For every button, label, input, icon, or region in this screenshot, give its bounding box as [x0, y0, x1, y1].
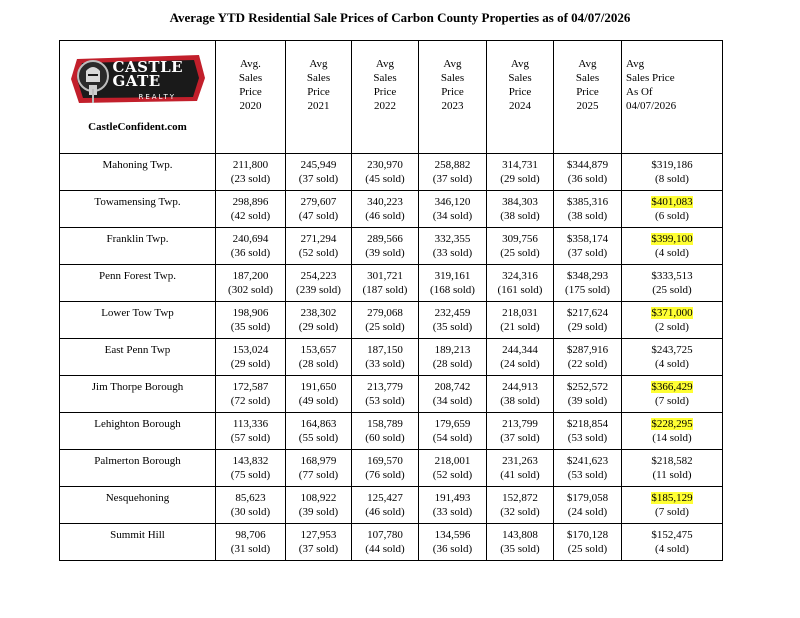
avg-price: 218,001 — [434, 455, 471, 467]
sold-count: (37 sold) — [567, 247, 608, 259]
table-row — [60, 339, 723, 376]
price-cell — [554, 487, 622, 524]
avg-price: $348,293 — [566, 270, 609, 282]
sold-count: (21 sold) — [500, 321, 540, 333]
price-cell — [216, 339, 286, 376]
price-cell — [622, 450, 723, 487]
municipality-name: Lehighton Borough — [60, 413, 216, 450]
avg-price: $179,058 — [566, 492, 609, 504]
price-cell — [554, 191, 622, 228]
sold-count: (2 sold) — [655, 321, 689, 333]
price-cell — [554, 413, 622, 450]
sold-count: (38 sold) — [567, 210, 608, 222]
sold-count: (57 sold) — [230, 432, 271, 444]
price-cell — [487, 265, 554, 302]
price-cell — [286, 339, 352, 376]
sold-count: (53 sold) — [567, 469, 608, 481]
price-cell — [622, 376, 723, 413]
table-row — [60, 487, 723, 524]
price-cell — [419, 524, 487, 561]
price-cell — [286, 450, 352, 487]
price-cell — [286, 228, 352, 265]
price-cell — [352, 191, 419, 228]
sold-count: (28 sold) — [298, 358, 339, 370]
sold-count: (35 sold) — [432, 321, 473, 333]
avg-price: 301,721 — [367, 270, 403, 282]
price-cell — [216, 487, 286, 524]
price-cell — [487, 450, 554, 487]
sold-count: (33 sold) — [432, 506, 473, 518]
price-cell — [554, 339, 622, 376]
sold-count: (38 sold) — [500, 210, 540, 222]
avg-price: 232,459 — [434, 307, 471, 319]
avg-price: 198,906 — [232, 307, 269, 319]
column-header-2021: Avg Sales Price 2021 — [286, 41, 352, 154]
avg-price: 152,872 — [502, 492, 538, 504]
avg-price: 340,223 — [367, 196, 403, 208]
price-cell — [286, 191, 352, 228]
municipality-name: East Penn Twp — [60, 339, 216, 376]
avg-price: 168,979 — [300, 455, 337, 467]
price-cell — [419, 413, 487, 450]
avg-price: 319,161 — [434, 270, 471, 282]
price-cell — [286, 524, 352, 561]
avg-price: $333,513 — [651, 270, 693, 282]
sold-count: (49 sold) — [298, 395, 339, 407]
table-row — [60, 413, 723, 450]
price-cell — [622, 228, 723, 265]
price-cell — [622, 154, 723, 191]
price-cell — [419, 376, 487, 413]
sold-count: (8 sold) — [655, 173, 689, 185]
logo-text-realty: REALTY — [138, 93, 177, 101]
sold-count: (37 sold) — [500, 432, 540, 444]
avg-price: 153,657 — [300, 344, 337, 356]
price-cell — [352, 376, 419, 413]
sold-count: (34 sold) — [432, 210, 473, 222]
sold-count: (7 sold) — [655, 506, 689, 518]
avg-price: 143,808 — [502, 529, 538, 541]
sold-count: (24 sold) — [500, 358, 540, 370]
avg-price: $152,475 — [651, 529, 693, 541]
price-cell — [487, 228, 554, 265]
sold-count: (42 sold) — [230, 210, 271, 222]
avg-price: 245,949 — [300, 159, 337, 171]
sold-count: (39 sold) — [298, 506, 339, 518]
column-header-2020: Avg. Sales Price 2020 — [216, 41, 286, 154]
avg-price: $243,725 — [651, 344, 693, 356]
price-cell — [216, 154, 286, 191]
sold-count: (41 sold) — [500, 469, 540, 481]
avg-price: 289,566 — [367, 233, 403, 245]
price-cell — [487, 413, 554, 450]
price-cell — [216, 524, 286, 561]
logo-text-gate: GATE — [112, 72, 161, 90]
price-cell — [216, 265, 286, 302]
avg-price: $170,128 — [566, 529, 609, 541]
sold-count: (35 sold) — [230, 321, 271, 333]
price-cell — [487, 302, 554, 339]
avg-price: 238,302 — [300, 307, 337, 319]
avg-price: $241,623 — [566, 455, 609, 467]
sold-count: (34 sold) — [432, 395, 473, 407]
sold-count: (302 sold) — [228, 284, 273, 296]
avg-price: $399,100 — [651, 233, 693, 245]
avg-price: $185,129 — [651, 492, 693, 504]
municipality-name: Palmerton Borough — [60, 450, 216, 487]
avg-price: $344,879 — [566, 159, 609, 171]
sold-count: (30 sold) — [230, 506, 271, 518]
avg-price: 208,742 — [434, 381, 471, 393]
avg-price: $358,174 — [566, 233, 609, 245]
avg-price: $217,624 — [566, 307, 609, 319]
avg-price: 279,068 — [367, 307, 403, 319]
sold-count: (37 sold) — [298, 543, 339, 555]
price-cell — [286, 265, 352, 302]
sold-count: (77 sold) — [298, 469, 339, 481]
sold-count: (11 sold) — [652, 469, 692, 481]
avg-price: $252,572 — [566, 381, 609, 393]
sold-count: (33 sold) — [432, 247, 473, 259]
price-cell — [216, 228, 286, 265]
column-header-2023: Avg Sales Price 2023 — [419, 41, 487, 154]
price-cell — [419, 302, 487, 339]
sold-count: (54 sold) — [432, 432, 473, 444]
sold-count: (25 sold) — [365, 321, 405, 333]
price-cell — [487, 487, 554, 524]
avg-price: 309,756 — [502, 233, 538, 245]
sold-count: (47 sold) — [298, 210, 339, 222]
sold-count: (161 sold) — [497, 284, 543, 296]
column-header-2024: Avg Sales Price 2024 — [487, 41, 554, 154]
avg-price: 211,800 — [232, 159, 269, 171]
avg-price: 125,427 — [367, 492, 403, 504]
price-cell — [216, 302, 286, 339]
municipality-name: Jim Thorpe Borough — [60, 376, 216, 413]
sold-count: (4 sold) — [655, 247, 689, 259]
price-cell — [216, 376, 286, 413]
price-cell — [352, 228, 419, 265]
avg-price: 85,623 — [235, 492, 266, 504]
avg-price: 324,316 — [502, 270, 538, 282]
sold-count: (4 sold) — [655, 358, 689, 370]
municipality-name: Penn Forest Twp. — [60, 265, 216, 302]
sold-count: (37 sold) — [298, 173, 339, 185]
column-header-2025: Avg Sales Price 2025 — [554, 41, 622, 154]
avg-price: 258,882 — [434, 159, 471, 171]
sold-count: (32 sold) — [500, 506, 540, 518]
avg-price: 240,694 — [232, 233, 269, 245]
avg-price: 179,659 — [434, 418, 471, 430]
price-cell — [216, 450, 286, 487]
avg-price: 271,294 — [300, 233, 337, 245]
price-cell — [622, 413, 723, 450]
sold-count: (72 sold) — [230, 395, 271, 407]
sold-count: (29 sold) — [567, 321, 608, 333]
price-cell — [554, 450, 622, 487]
price-cell — [419, 191, 487, 228]
avg-price: 218,031 — [502, 307, 538, 319]
price-cell — [487, 524, 554, 561]
price-cell — [352, 265, 419, 302]
avg-price: 169,570 — [367, 455, 403, 467]
price-cell — [286, 376, 352, 413]
sold-count: (39 sold) — [567, 395, 608, 407]
avg-price: 298,896 — [232, 196, 269, 208]
table-row — [60, 154, 723, 191]
sold-count: (52 sold) — [432, 469, 473, 481]
column-header-2026: Avg Sales Price As Of 04/07/2026 — [622, 41, 723, 154]
price-cell — [286, 487, 352, 524]
sold-count: (75 sold) — [230, 469, 271, 481]
price-cell — [419, 450, 487, 487]
avg-price: $371,000 — [651, 307, 693, 319]
sold-count: (25 sold) — [652, 284, 692, 296]
sold-count: (36 sold) — [432, 543, 473, 555]
price-cell — [352, 154, 419, 191]
avg-price: 189,213 — [434, 344, 471, 356]
avg-price: 143,832 — [232, 455, 269, 467]
sold-count: (175 sold) — [565, 284, 610, 296]
sold-count: (4 sold) — [655, 543, 689, 555]
price-cell — [622, 302, 723, 339]
price-cell — [352, 450, 419, 487]
price-cell — [487, 339, 554, 376]
sold-count: (29 sold) — [298, 321, 339, 333]
price-cell — [554, 524, 622, 561]
price-cell — [216, 413, 286, 450]
sold-count: (29 sold) — [230, 358, 271, 370]
sold-count: (36 sold) — [567, 173, 608, 185]
price-cell — [286, 302, 352, 339]
table-row — [60, 228, 723, 265]
avg-price: 213,799 — [502, 418, 538, 430]
sold-count: (39 sold) — [365, 247, 405, 259]
municipality-name: Towamensing Twp. — [60, 191, 216, 228]
avg-price: 187,150 — [367, 344, 403, 356]
page-title: Average YTD Residential Sale Prices of Carbon County Properties as of 04/07/2026 — [169, 10, 631, 25]
price-cell — [622, 487, 723, 524]
website-label: CastleConfident.com — [88, 121, 187, 133]
price-cell — [622, 191, 723, 228]
avg-price: 213,779 — [367, 381, 403, 393]
sold-count: (52 sold) — [298, 247, 339, 259]
avg-price: 164,863 — [300, 418, 337, 430]
price-cell — [286, 413, 352, 450]
sold-count: (6 sold) — [655, 210, 689, 222]
table-row — [60, 191, 723, 228]
avg-price: 244,344 — [502, 344, 538, 356]
avg-price: 98,706 — [235, 529, 266, 541]
price-cell — [554, 265, 622, 302]
sold-count: (45 sold) — [365, 173, 405, 185]
sold-count: (24 sold) — [567, 506, 608, 518]
sold-count: (7 sold) — [655, 395, 689, 407]
avg-price: 346,120 — [434, 196, 471, 208]
sold-count: (36 sold) — [230, 247, 271, 259]
avg-price: 314,731 — [502, 159, 538, 171]
avg-price: 332,355 — [434, 233, 471, 245]
avg-price: 191,493 — [434, 492, 471, 504]
sold-count: (29 sold) — [500, 173, 540, 185]
avg-price: 279,607 — [300, 196, 337, 208]
price-cell — [622, 524, 723, 561]
table-row — [60, 302, 723, 339]
price-cell — [352, 524, 419, 561]
header-row — [60, 41, 723, 154]
sold-count: (25 sold) — [567, 543, 608, 555]
price-cell — [487, 154, 554, 191]
price-cell — [487, 191, 554, 228]
price-cell — [622, 265, 723, 302]
sold-count: (53 sold) — [365, 395, 405, 407]
price-cell — [419, 265, 487, 302]
sold-count: (60 sold) — [365, 432, 405, 444]
price-cell — [216, 191, 286, 228]
avg-price: $366,429 — [651, 381, 693, 393]
avg-price: $401,083 — [651, 196, 693, 208]
avg-price: 244,913 — [502, 381, 538, 393]
price-cell — [554, 228, 622, 265]
avg-price: $385,316 — [566, 196, 609, 208]
sold-count: (23 sold) — [230, 173, 271, 185]
sold-count: (239 sold) — [296, 284, 341, 296]
price-cell — [352, 302, 419, 339]
sold-count: (168 sold) — [430, 284, 475, 296]
sold-count: (44 sold) — [365, 543, 405, 555]
avg-price: $287,916 — [566, 344, 609, 356]
municipality-name: Nesquehoning — [60, 487, 216, 524]
sold-count: (46 sold) — [365, 210, 405, 222]
sold-count: (14 sold) — [652, 432, 692, 444]
avg-price: 230,970 — [367, 159, 403, 171]
price-cell — [622, 339, 723, 376]
sold-count: (33 sold) — [365, 358, 405, 370]
avg-price: 153,024 — [232, 344, 269, 356]
price-cell — [352, 339, 419, 376]
avg-price: 187,200 — [232, 270, 269, 282]
avg-price: 127,953 — [300, 529, 337, 541]
avg-price: 158,789 — [367, 418, 403, 430]
avg-price: 254,223 — [300, 270, 337, 282]
logo-text-castle: CASTLE — [112, 58, 184, 76]
avg-price: 108,922 — [300, 492, 337, 504]
avg-price: 191,650 — [300, 381, 337, 393]
sold-count: (35 sold) — [500, 543, 540, 555]
sold-count: (187 sold) — [362, 284, 408, 296]
price-cell — [419, 487, 487, 524]
sold-count: (53 sold) — [567, 432, 608, 444]
price-cell — [419, 228, 487, 265]
table-row — [60, 524, 723, 561]
sold-count: (31 sold) — [230, 543, 271, 555]
price-cell — [286, 154, 352, 191]
municipality-name: Lower Tow Twp — [60, 302, 216, 339]
price-cell — [554, 302, 622, 339]
sold-count: (28 sold) — [432, 358, 473, 370]
table-row — [60, 376, 723, 413]
avg-price: 231,263 — [502, 455, 538, 467]
municipality-name: Summit Hill — [60, 524, 216, 561]
price-cell — [554, 154, 622, 191]
sold-count: (46 sold) — [365, 506, 405, 518]
avg-price: $319,186 — [651, 159, 693, 171]
table-row — [60, 265, 723, 302]
avg-price: 384,303 — [502, 196, 538, 208]
price-cell — [352, 413, 419, 450]
price-cell — [554, 376, 622, 413]
column-header-2022: Avg Sales Price 2022 — [352, 41, 419, 154]
price-cell — [352, 487, 419, 524]
sold-count: (37 sold) — [432, 173, 473, 185]
avg-price: $218,582 — [651, 455, 693, 467]
sold-count: (38 sold) — [500, 395, 540, 407]
table-row — [60, 450, 723, 487]
municipality-name: Mahoning Twp. — [60, 154, 216, 191]
sold-count: (25 sold) — [500, 247, 540, 259]
price-cell — [419, 154, 487, 191]
avg-price: 113,336 — [232, 418, 269, 430]
sold-count: (55 sold) — [298, 432, 339, 444]
price-table — [59, 40, 723, 561]
castle-gate-logo — [69, 49, 207, 107]
price-cell — [487, 376, 554, 413]
avg-price: 107,780 — [367, 529, 403, 541]
sold-count: (22 sold) — [567, 358, 608, 370]
avg-price: 172,587 — [232, 381, 269, 393]
price-cell — [419, 339, 487, 376]
logo-cell — [60, 41, 216, 154]
avg-price: $218,854 — [566, 418, 609, 430]
sold-count: (76 sold) — [365, 469, 405, 481]
avg-price: 134,596 — [434, 529, 471, 541]
avg-price: $228,295 — [651, 418, 693, 430]
municipality-name: Franklin Twp. — [60, 228, 216, 265]
